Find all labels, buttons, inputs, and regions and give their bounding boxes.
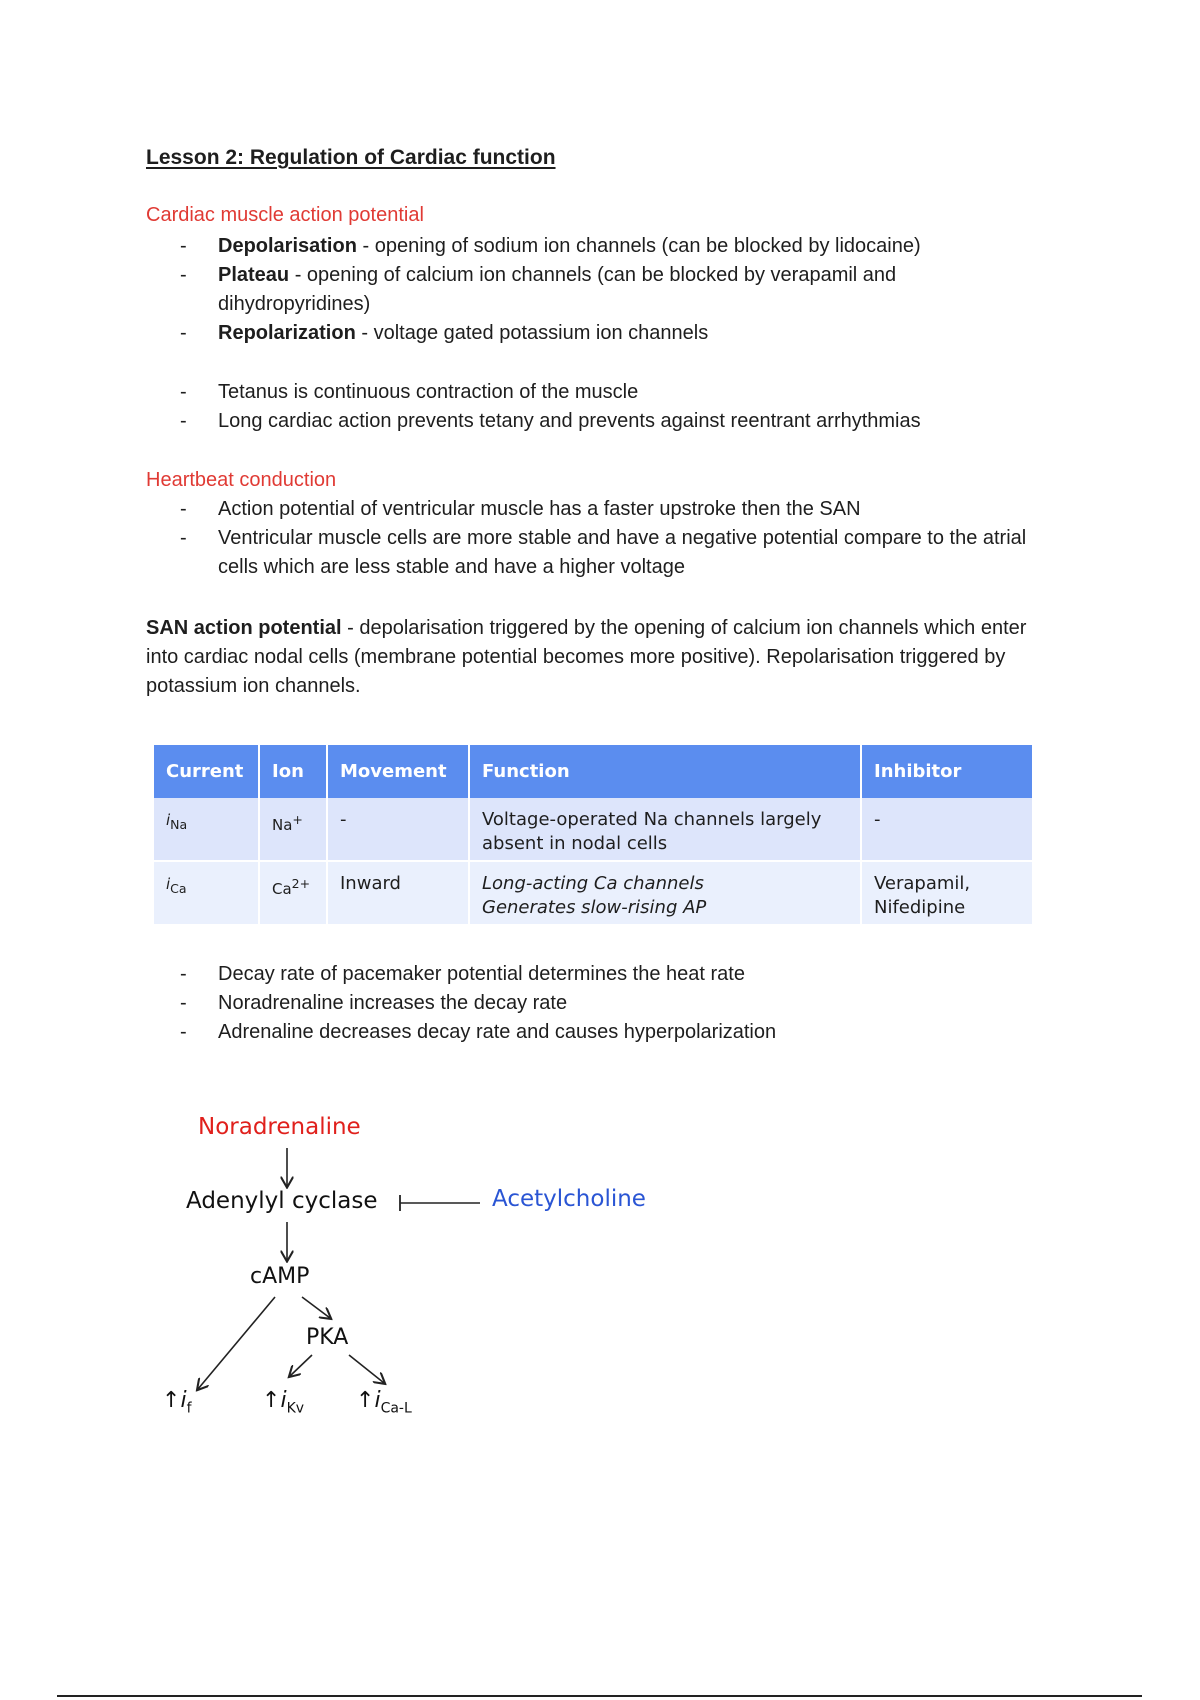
adenylyl-cyclase-label: Adenylyl cyclase — [186, 1188, 378, 1214]
cell-ion: $Ca^{2+}$ — [259, 861, 327, 924]
list-item: - Long cardiac action prevents tetany and prevents against reentrant arrhythmias — [180, 410, 921, 432]
page-bottom-rule — [57, 1695, 1142, 1697]
list-item: - Tetanus is continuous contraction of the muscle — [180, 381, 639, 403]
cell-ion: Na+ — [259, 798, 327, 861]
section-heading-conduction: Heartbeat conduction — [146, 469, 337, 491]
list-item: - Plateau - opening of calcium ion channels (can be blocked by verapamil and dihydropyridines) — [180, 264, 897, 315]
arrow-pka-to-ikv — [290, 1355, 312, 1376]
cell-current: $i_{Na}$ — [154, 798, 259, 861]
list-item: - Action potential of ventricular muscle has a faster upstroke then the SAN — [180, 498, 861, 520]
cell-function: Voltage-operated Na channels largely absent in nodal cells — [469, 798, 861, 861]
arrow-camp-to-if — [198, 1297, 275, 1389]
column-header-function: Function — [469, 745, 861, 798]
cell-current: $i_{Ca}$ — [154, 861, 259, 924]
camp-label: cAMP — [250, 1264, 310, 1289]
output-if: $↑i_f$ — [162, 1388, 192, 1417]
action-potential-list — [146, 232, 1046, 348]
list-item: - Depolarisation - opening of sodium ion channels (can be blocked by lidocaine) — [180, 235, 921, 257]
conduction-list — [146, 495, 1046, 582]
cell-inhibitor: Verapamil, Nifedipine — [861, 861, 1032, 924]
column-header-current: Current — [154, 745, 259, 798]
arrow-camp-to-pka — [302, 1297, 330, 1318]
signaling-pathway-diagram — [150, 1100, 750, 1430]
list-item: - Decay rate of pacemaker potential determines the heat rate — [180, 963, 745, 985]
list-item: - Adrenaline decreases decay rate and causes hyperpolarization — [180, 1021, 777, 1043]
pka-label: PKA — [306, 1325, 349, 1350]
table-row — [154, 798, 1032, 861]
section-heading-action-potential: Cardiac muscle action potential — [146, 204, 424, 226]
decay-list — [146, 960, 1046, 1047]
san-paragraph: SAN action potential - depolarisation triggered by the opening of calcium ion channels which enter into cardiac nodal cells (membrane potential becomes more positive). Repolarisation triggered by potassium ion channels. — [146, 617, 1027, 697]
table-header-row — [154, 745, 1032, 798]
column-header-inhibitor: Inhibitor — [861, 745, 1032, 798]
column-header-movement: Movement — [327, 745, 469, 798]
cell-function: Long-acting Ca channels Generates slow-rising AP — [469, 861, 861, 924]
list-item: - Repolarization - voltage gated potassium ion channels — [180, 322, 709, 344]
page-title: Lesson 2: Regulation of Cardiac function — [146, 146, 556, 169]
ion-current-table — [154, 745, 1032, 924]
noradrenaline-label: Noradrenaline — [198, 1114, 361, 1140]
list-item: - Ventricular muscle cells are more stable and have a negative potential compare to the atrial cells which are less stable and have a higher voltage — [180, 527, 1027, 578]
column-header-ion: Ion — [259, 745, 327, 798]
arrow-pka-to-ical — [349, 1355, 384, 1383]
pathway-arrows — [150, 1100, 750, 1430]
acetylcholine-label: Acetylcholine — [492, 1186, 646, 1212]
table-row — [154, 861, 1032, 924]
cell-movement: Inward — [327, 861, 469, 924]
cell-inhibitor: - — [861, 798, 1032, 861]
list-item: - Noradrenaline increases the decay rate — [180, 992, 568, 1014]
output-ical: $↑i_{Ca-L}$ — [356, 1388, 412, 1417]
output-ikv: $↑i_{Kv}$ — [262, 1388, 305, 1417]
cell-movement: - — [327, 798, 469, 861]
tetanus-notes-list — [146, 378, 1046, 436]
